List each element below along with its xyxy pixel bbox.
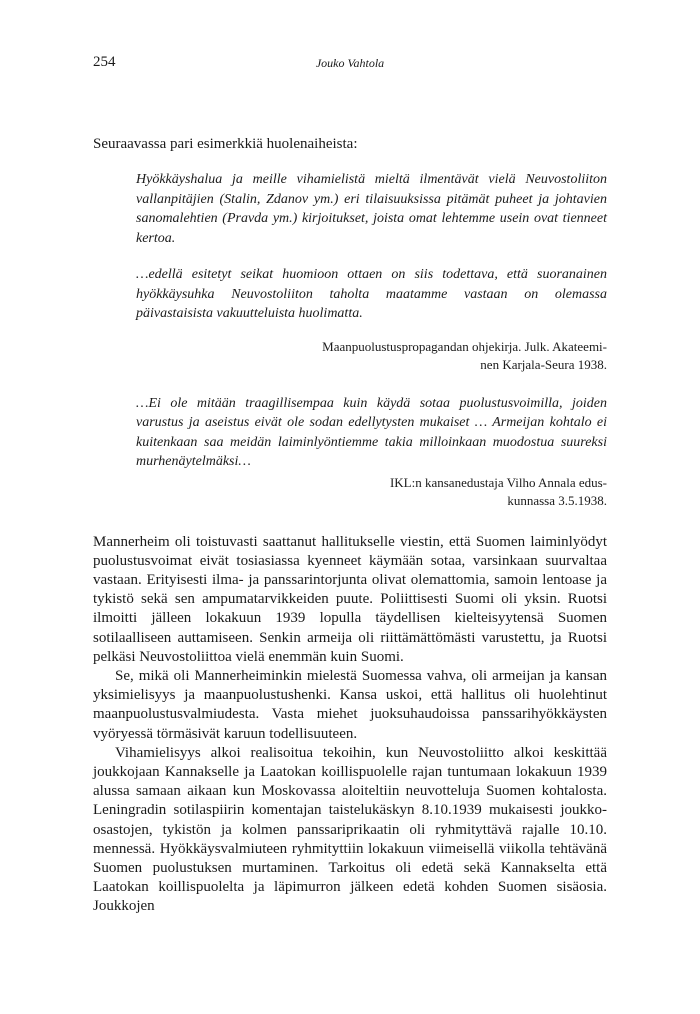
quote-source-1-line2: nen Karjala-Seura 1938. xyxy=(480,356,607,372)
quote-source-2 xyxy=(93,474,607,510)
body-text xyxy=(93,533,607,917)
page-content xyxy=(93,134,607,917)
quote-source-2-line2: kunnassa 3.5.1938. xyxy=(507,492,607,508)
intro-line: Seuraavassa pari esimerkkiä huolenaiheista: xyxy=(93,136,358,152)
block-quote-2: …edellä esitetyt seikat huomioon ottaen on siis todettava, että suoranainen hyökkäysuhka Neuvostoliiton taholta maatamme vastaan on olemassa päivastaisista vakuutteluista huolimatta. xyxy=(136,267,607,321)
running-header-author: Jouko Vahtola xyxy=(315,56,385,70)
page-number: 254 xyxy=(93,54,116,70)
quote-source-1-line1: Maanpuolustuspropagandan ohjekirja. Julk. Akateemi- xyxy=(322,338,607,354)
quote-source-1 xyxy=(93,338,607,374)
body-paragraph-3: Vihamielisyys alkoi realisoitua tekoihin, kun Neuvostoliitto alkoi keskittää joukkojaan Kannakselle ja Laatokan koillispuolelle rajan tuntumaan lokakuun 1939 alussa samaan aikaan kun Moskovassa aloiteltiin neuvotteluja Suomen kohtalosta. Leningradin sotilaspiirin komentajan taistelukäskyn 8.10.1939 mukaisesti joukko-osastojen, tykistön ja kolmen panssariprikaatin oli ryhmityttävä rajalle 10.10. mennessä. Hyökkäysvalmiuteen ryhmityttiin lokakuun viimeisellä viikolla tehtävänä Suomen puolustuksen murtaminen. Tarkoitus oli edetä sekä Kannakselta että Laatokan koillispuolelta ja läpimurron jälkeen edetä kohden Suomen sisäosia. Joukkojen xyxy=(93,744,607,915)
quote-source-2-line1: IKL:n kansanedustaja Vilho Annala edus- xyxy=(389,474,607,490)
block-quote-1: Hyökkäyshalua ja meille vihamielistä mieltä ilmentävät vielä Neuvostoliiton vallanpitäjien (Stalin, Zdanov ym.) eri tilaisuuksissa pitämät puheet ja johtavien sanomalehtien (Pravda ym.) kirjoitukset, joista omat lehtemme usein ovat tienneet kertoa. xyxy=(136,172,607,246)
body-paragraph-1: Mannerheim oli toistuvasti saattanut hallitukselle viestin, että Suomen laiminlyödyt puolustusvoimat eivät tosiasiassa kyenneet käymään sotaa, varsinkaan suurvaltaa vastaan. Erityisesti ilma- ja panssarintorjunta olivat olemattomia, samoin lentoase ja tykistö sekä sen ampumatarvikkeiden puute. Poliittisesti Suomi oli yksin. Ruotsi ilmoitti jälleen lokakuun 1939 lopulla täydellisen kielteisyytensä Suomen sotilaalliseen auttamiseen. Senkin armeija oli riittämättömästi varustettu, ja Ruotsi pelkäsi Neuvostoliittoa vielä enemmän kuin Suomi. xyxy=(93,533,607,665)
block-quote-3: …Ei ole mitään traagillisempaa kuin käydä sotaa puolustusvoimilla, joiden varustus ja aseistus eivät ole sodan edellytysten mukaiset … Armeijan kohtalo ei kuitenkaan saa meidän laiminlyöntiemme takia milloinkaan muodostua suureksi murhenäytelmäksi… xyxy=(136,395,607,469)
body-paragraph-2: Se, mikä oli Mannerheiminkin mielestä Suomessa vahva, oli armeijan ja kansan yksimielisyys ja maanpuolustushenki. Kansa uskoi, että hallitus oli huolehtinut maanpuolustusvalmiudesta. Vasta miehet juoksuhaudoissa panssarihyökkäysten vyöryessä törmäsivät karuun todellisuuteen. xyxy=(93,667,607,742)
